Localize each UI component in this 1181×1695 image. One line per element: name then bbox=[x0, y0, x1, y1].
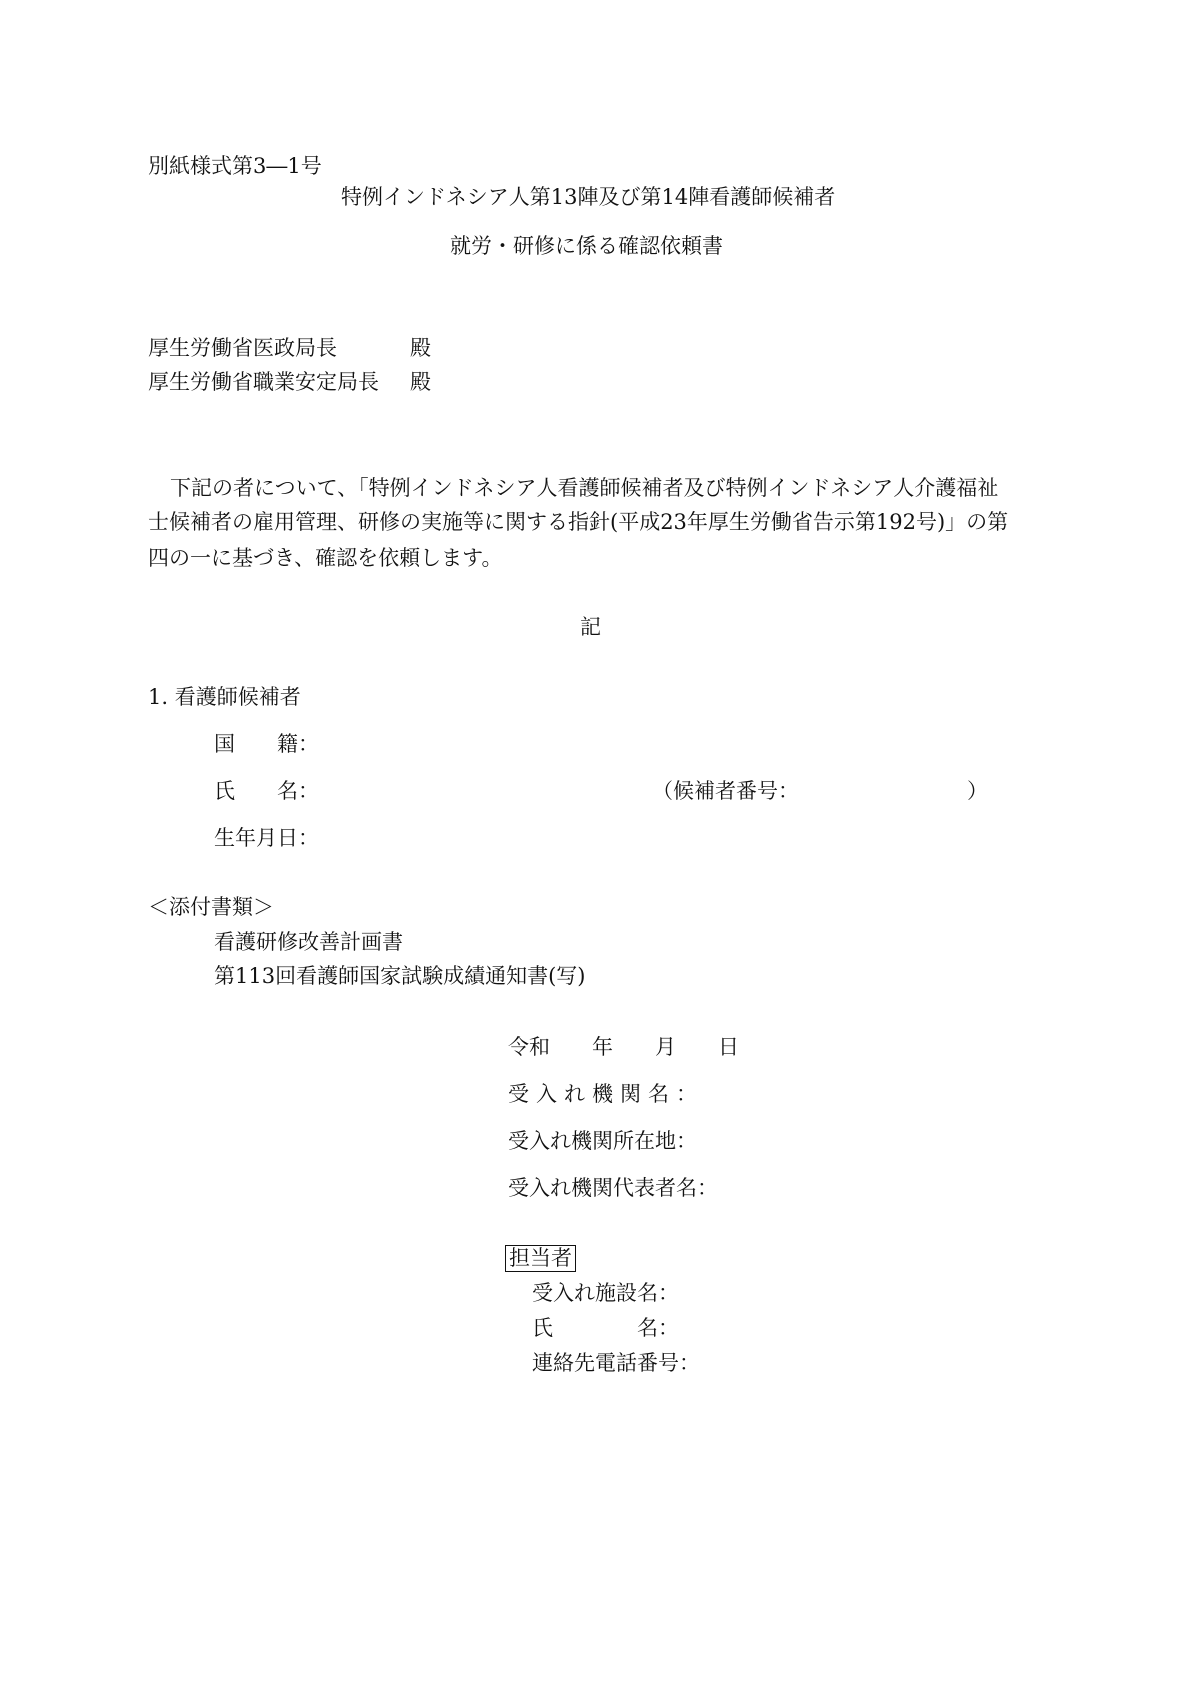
addressee-2-honorific: 殿 bbox=[410, 370, 431, 394]
attachment-item-1: 看護研修改善計画書 bbox=[214, 930, 403, 954]
document-title-line1: 特例インドネシア人第13陣及び第14陣看護師候補者 bbox=[341, 185, 836, 209]
attachment-item-2: 第113回看護師国家試験成績通知書(写) bbox=[214, 964, 586, 988]
org-name-label: 受入れ機関名： bbox=[508, 1082, 704, 1106]
addressee-2-name: 厚生労働省職業安定局長 bbox=[148, 370, 379, 394]
body-line-3: 四の一に基づき、確認を依頼します。 bbox=[148, 546, 503, 570]
contact-name-label: 氏 名： bbox=[532, 1316, 679, 1340]
org-address-label: 受入れ機関所在地： bbox=[508, 1129, 697, 1153]
contact-heading: 担当者 bbox=[505, 1245, 576, 1272]
section1-heading: 1. 看護師候補者 bbox=[148, 685, 301, 709]
body-line-2: 士候補者の雇用管理、研修の実施等に関する指針(平成23年厚生労働省告示第192号)」の第 bbox=[148, 510, 1009, 534]
addressee-1-name: 厚生労働省医政局長 bbox=[148, 336, 337, 360]
facility-name-label: 受入れ施設名： bbox=[532, 1281, 679, 1305]
nationality-label: 国 籍： bbox=[214, 732, 319, 756]
document-title-line2: 就労・研修に係る確認依頼書 bbox=[450, 234, 723, 258]
ki-heading: 記 bbox=[580, 615, 601, 639]
form-number: 別紙様式第3―1号 bbox=[148, 154, 322, 178]
org-representative-label: 受入れ機関代表者名： bbox=[508, 1176, 718, 1200]
name-label: 氏 名： bbox=[214, 779, 319, 803]
candidate-number-close: ） bbox=[967, 779, 988, 803]
attachments-heading: ＜添付書類＞ bbox=[148, 895, 274, 919]
birthdate-label: 生年月日： bbox=[214, 826, 319, 850]
candidate-number-label: （候補者番号： bbox=[652, 779, 799, 803]
contact-phone-label: 連絡先電話番号： bbox=[532, 1351, 700, 1375]
body-line-1: 下記の者について、「特例インドネシア人看護師候補者及び特例インドネシア人介護福祉 bbox=[170, 476, 999, 500]
addressee-1-honorific: 殿 bbox=[410, 336, 431, 360]
date-line: 令和 年 月 日 bbox=[508, 1035, 739, 1059]
